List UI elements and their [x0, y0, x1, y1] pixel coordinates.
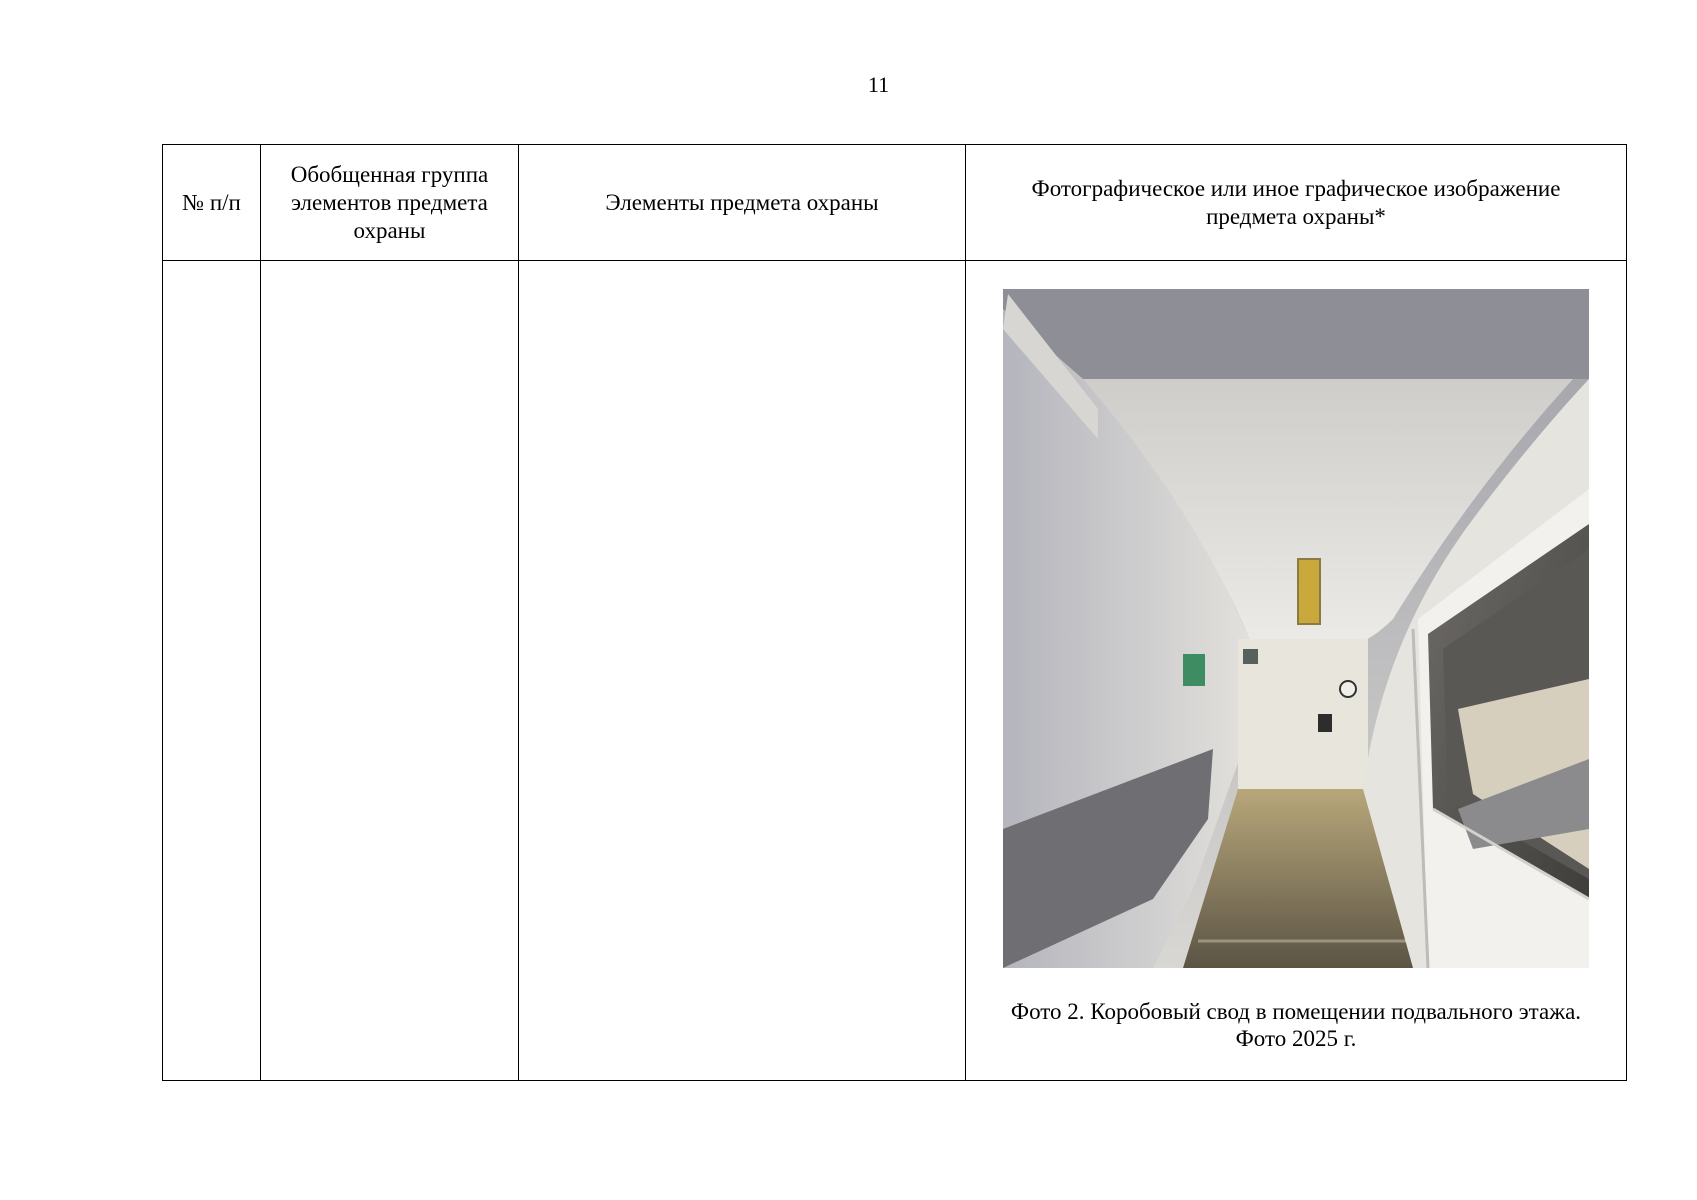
header-image: Фотографическое или иное графическое изображение предмета охраны* — [966, 145, 1627, 261]
protection-elements-table — [162, 144, 1627, 1081]
header-elements: Элементы предмета охраны — [519, 145, 966, 261]
table-row — [163, 261, 1627, 1081]
photo-caption-line2: Фото 2025 г. — [1235, 1026, 1357, 1051]
cell-elements — [519, 261, 966, 1081]
cell-num — [163, 261, 261, 1081]
header-num: № п/п — [163, 145, 261, 261]
header-group: Обобщенная группа элементов предмета охраны — [261, 145, 519, 261]
table-header-row — [163, 145, 1627, 261]
page-number: 11 — [867, 72, 890, 97]
photo-caption-line1: Фото 2. Коробовый свод в помещении подвального этажа. — [1010, 999, 1582, 1024]
photo-caption — [966, 998, 1626, 1052]
cell-group — [261, 261, 519, 1081]
cell-photo — [966, 261, 1627, 1081]
corridor-vault-photo — [1003, 289, 1589, 968]
